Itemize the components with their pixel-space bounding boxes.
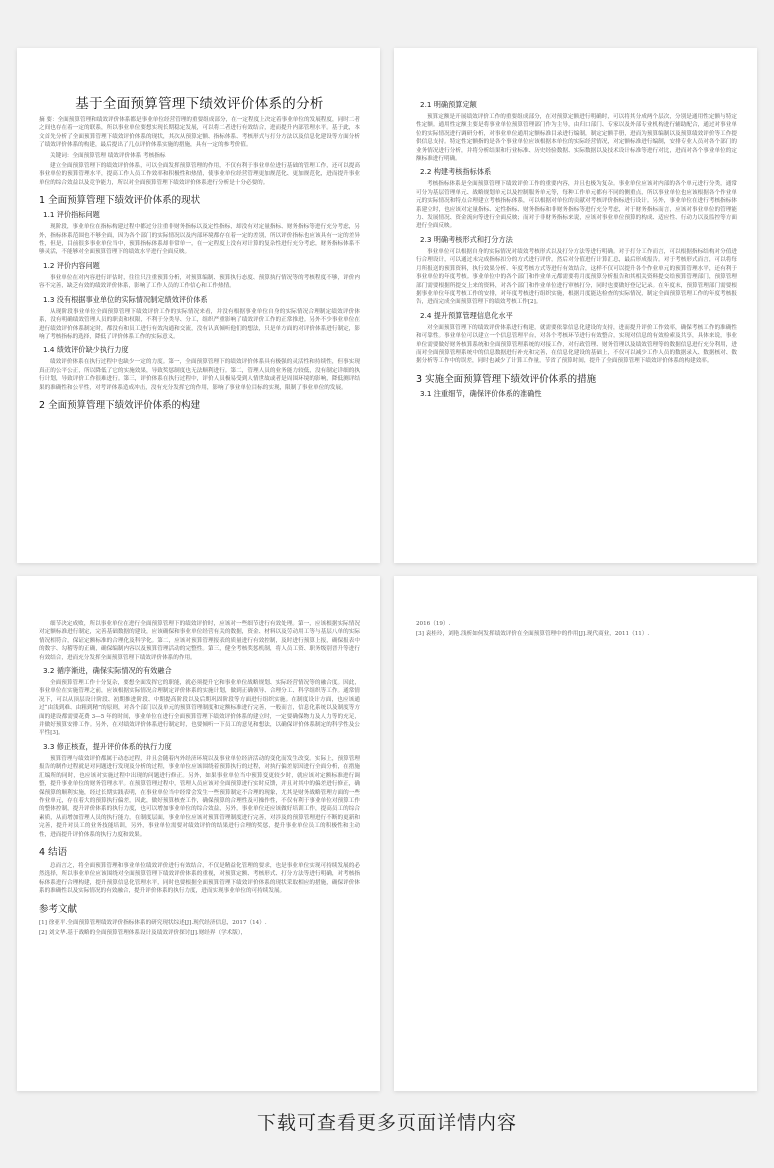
subsection-heading-3-1: 3.1 注重细节，确保评价体系的准确性 (420, 388, 542, 398)
subsection-heading-2-1: 2.1 明确预算定额 (420, 100, 477, 109)
reference-continuation: 2016（19）. (416, 621, 451, 627)
paragraph-1-2: 事业单位在对内容进行评估时，往往只注重预算分析，对预算编制、预算执行态度、预算执行情况等的考核程度不够，评价内容不完善，缺乏有效的绩效评价体系，影响了工作人员的工作信心和工作热情。 (39, 274, 360, 290)
paragraph-1-3: 从现阶段事业单位全面预算管理下绩效评价工作的实际情况来看，并没有根据事业单位自身的实际情况合理制定绩效评价体系，没有明确绩效管理人员的职责和权限，不利于分类导、分工，组织严重影响了绩效评价工作的正常推进。另外不少事业单位在进行绩效评价体系制定时，都没有和员工进行有效沟通和交流，没有认真倾听他们的想法，只是单方面的对评价体系进行制定，影响了考核指标的选择，降低了评价体系工作的实际意义。 (39, 308, 360, 340)
paragraph-3-1: 细节决定成败，所以事业单位在进行全面预算管理下的绩效评价时，应该对一些细节进行有效处理。第一，应该根据实际情况对定额标准进行制定，完善基础数据的建设，应该确保和事业单位经营有关的数据，资金、材料以及劳动用工等与基层八单的实际情况相符合，保证定额标准的合理化及科学化。第二，应该对预算管理报表的质量进行有效控制，及时进行预算上报，确保报表中的数字、勾稽等的正确，确保编制内容以及预算管理活动的完整性。第三，健全考核奖惩机制，将人员工资、职务级别晋升等进行有效结合，进而充分发挥全面预算管理下绩效评价体系的作用。 (39, 621, 360, 661)
page-2-content (416, 96, 737, 402)
section-heading-1: 1 全面预算管理下绩效评价体系的现状 (39, 195, 201, 207)
paragraph-1-4: 绩效评价体系在执行过程中也缺少一定的力度。第一，全面预算管理下的绩效评价体系具有极强的灵活性和持续性，但事实现真正的公平公正，所以降低了它的实施效果，导致奖惩制度也无法顺利进行。第二，管理人员的业务能力较低，没有制定详细的执行计划，导致评价工作很难进行。第三，评价体系在执行过程中，评价人员极易受到人情世故或者是周围环境的影响，降低测评结果的准确性和公平性，对考评体系造成冲击，没有充分发挥它的作用，影响了事业单位目标的实现，限制了事业单位的发展。 (39, 359, 360, 391)
paper-title: 基于全面预算管理下绩效评价体系的分析 (75, 96, 324, 112)
subsection-heading-1-3: 1.3 没有根据事业单位的实际情况制定绩效评价体系 (43, 294, 208, 304)
paragraph-2-4: 对全面预算管理下的绩效评价体系进行构建，就需要依靠信息化建设的支持，进而提升评价工作效率，确保考核工作的准确性和可靠性。事业单位可以建立一个信息管理平台，对各个考核环节进行有效整合，实现对信息的有效检索及共享，具体来说，事业单位需要做好财务核算系统和全面预算管理系统的对接工作，对行政管理、财务管理以及绩效管理等的数据信息进行充分利用，进而对全面预算管理系统中的信息数据进行补充和完善，在信息化建设的基础上，不仅可以减少工作人员的数据录入、数据核对、数据分析等工作中的误差，同时也减少了计算工作量，节省了预算时间，提升了全面预算管理下绩效评价体系的构建效率。 (416, 324, 737, 365)
paragraph-3-3: 预算管理与绩效评价都属于动态过程，并且会随着内外经济环境以及事业单位经济活动的变化而发生改变。实际上，预算管理报告的制作过程就是对问题进行发现及分析的过程，事业单位应该围绕着预算执行的过程，对执行偏差原因进行全面分析，在措施汇编所的同时，也应该对实施过程中出现的问题进行修正。另外，如果事业单位当中预算变更较少时，就应该对定额标准进行调整，提升事业单位的财务管理水平。在预算管理过程中，管理人员应该对全面预算进行实时反馈，并且对其中的偏差进行修正，确保预算的顺利实施，经过长期实践表明，在事业单位当中经常会发生一些预算制定不合理的现象，尤其是财务战略管理方面的一些作业单元，存在着大的预算执行偏差，因此，做好预算核查工作，确保预算的合理性及可操作性，不仅有利于事业单位对预算工作的整体控制，提升评价体系的执行力度，也可以增加事业单位的综合效益，另外，事业单位还应该做好培训工作，提高员工的综合素质，从而增加管理人员的执行能力，在制度层面，事业单位应该对预算管理制度进行完善，对涉及的预算管理进行不断的更新和完善，提升对员工的业务技能培训，另外，事业单位需要对绩效评价的结果进行合理的奖惩，提升事业单位员工的积极性和主动性，进而提升评价体系的执行力度和效果。 (39, 755, 360, 838)
subsection-heading-2-4: 2.4 提升预算管理信息化水平 (420, 310, 513, 320)
intro-paragraph: 建立全面预算管理下的绩效评价体系，可以全面发挥预算管理的作用，不仅有利于事业单位进行基础的管理工作，还可以提高事业单位的预算管理水平，提高工作人员工作效率和积极性和热情，使事业单位经营管理更加规范化、更加规范化，进而提升事业单位的综合效益以及竞争能力，所以对全面预算管理下绩效评价体系进行分析是十分必要的。 (39, 163, 360, 186)
page-1-content (39, 92, 360, 415)
abstract: 摘 要：全面预算管理和绩效评价体系都是事业单位经营管理的重要组成部分，在一定程度上决定着事业单位的发展程度，同时二者之间也存在着一定的联系，所以事业单位要想实现长期稳定发展，可以将二者进行有效结合，进而提升内部管理水平。基于此，本文首先分析了全面预算管理下绩效评价体系的现状，其次从预算定额、指标体系、考核形式与打分方法以及信息化建设等方面分析了绩效评价体系的构建，最后提出了几点评价体系实施的措施，具有一定的参考价值。 (39, 117, 360, 149)
reference-item: [1] 徐亚平.全面预算管理绩效评价指标体系的研究现状综述[J].现代经济信息，2017（14）. (39, 919, 267, 926)
subsection-heading-3-3: 3.3 修正核查，提升评价体系的执行力度 (43, 741, 172, 751)
download-more-link[interactable]: 下载可查看更多页面详情内容 (256, 1112, 517, 1134)
subsection-heading-1-2: 1.2 评价内容问题 (43, 260, 100, 270)
document-page-4 (394, 576, 757, 1091)
page-4-content (416, 620, 737, 641)
paragraph-3-2: 全面预算管理工作十分复杂，要想全面发挥它的职能，就必须提升它和事业单位战略规划、实际经营情况等的融合度。因此，事业单位在实施管理之前，应该根据实际情况合理制定评价体系的实施计划，做到正确领导、合理分工、科学组织等工作。通常情况下，可以从顶层设计阶段、初期推进阶段、中期提高阶段以及后期巩固阶段等方面进行组织实施。在制度设计方面，也应该通过“由浅到难、由粗到精”的原则，对各个部门以及单元的预算管理制度和定额标准进行完善，一般而言，信息化系统以及制度等方面的建设都需要花费 3—5 年的时间，事业单位在进行全面预算管理下绩效评价体系的建立时，一定要确保物力及人力等的充足，并做好预算安排工作。另外，在对绩效评价体系进行制定时，也要倾听一下员工的意见和想法，以确保评价体系制定的科学性及公平性[3]。 (39, 680, 360, 737)
section-heading-3: 3 实施全面预算管理下绩效评价体系的措施 (416, 373, 597, 385)
subsection-heading-1-4: 1.4 绩效评价缺少执行力度 (43, 345, 129, 355)
paragraph-1-1: 现阶段，事业单位在指标构建过程中都过分注重非财务指标以及定性指标，却没有对定量指标、财务指标等进行充分考虑，另外，指标体系范围也不够全面，因为各个部门的实际情况以及内部环境都存在着一定的差别，所以评价指标也应该具有一定的差异性，但是，目前很多事业单位当中，预算指标体系却非常单一，在一定程度上没有对计算的复杂性进行充分考虑，财务指标体系不够灵活，不能够对全面预算管理下的绩效水平进行全面反映。 (39, 224, 360, 256)
subsection-heading-1-1: 1.1 评价指标问题 (43, 210, 100, 220)
paragraph-2-1: 预算定额是开展绩效评价工作的重要组成部分，在对预算定额进行明确时，可以将其分成两个层次，分别是通用性定额与特定性定额。通用性定额主要是将事业单位预算管理部门作为主导，由归口部门、专家以及外部专业机构进行辅助配合，通过对事业单位的实际情况进行调研分析，对事业单位通用定额标准目录进行编制，制定定额手册，进而为预算编制以及预算绩效评价等工作提供信息支持。特定性定额指的是各个事业单位应该根据本单位的实际经营情况，对定额标准进行编制，安排专业人员对各个部门的业务情况进行分析，并将分析结果和行业标准、历史经验数据、实际数据以及技术设计标准等进行对比，进而对各个事业单位的定额标准进行明确。 (416, 114, 737, 163)
keywords: 关键词：全面预算管理 绩效评价体系 考核指标 (50, 152, 166, 159)
section-heading-4: 4 结语 (39, 846, 68, 858)
subsection-heading-2-2: 2.2 构建考核指标体系 (420, 167, 492, 177)
reference-item: [3] 袁桂玲，刘艳.浅析如何发挥绩效评价在全面预算管理中的作用[J].现代商业，2011（11）. (416, 631, 650, 638)
references-heading: 参考文献 (39, 903, 78, 915)
document-page-2 (394, 48, 757, 563)
section-heading-2: 2 全面预算管理下绩效评价体系的构建 (39, 399, 201, 411)
paragraph-2-3: 事业单位可以根据自身的实际情况对绩效考核形式以及打分方法等进行明确。对于打分工作而言，可以根据指标结构对分值进行合理设计，可以通过未完成指标扣分的方式进行评价，然后对分值进行计算汇总，最后形成报告。对于考核形式而言，可以将每月所报送的预算资料，执行效果分析、年度考核方式等进行有效结合，这样不仅可以提升各个作业单元的预算管理水平，还有利于事业单位的年度考核。事业单位中的各个部门和作业单元都需要将月度预算分析报告和其相关资料提交给预算管理部门，预算管理部门需要根据所提交上来的资料，对各个部门和作业单位进行审核打分，同时也要做好登记记录。在年度末，预算管理部门需要根据事业单位年度考核工作的安排，对年度考核进行组织实施，根据月度能达检查的实际情况，制定全面预算管理工作的年度考核报告，进而完成全面预算管理下的绩效考核工作[2]。 (416, 248, 737, 306)
paragraph-2-2: 考核指标体系是全面预算管理下绩效评价工作的重要内容，并且也极为复杂。事业单位应该对内部的各个单元进行分类，通常可分为基层管理单元、战略规划单元以及控制服务单元等，每种工作单元都有不同的侧重点，所以事业单位也应该根据各个作业单元的实际情况和特点合理建立考核指标体系，可以根据对单位的贡献对考核评价指标进行设计。另外，事业单位在进行考核指标体系建立时，也应该对定量指标、定性指标、财务指标和非财务指标等进行充分考虑，对于财务指标而言，应该对事业单位的管理能力、发展情况、资金流向等进行全面反映；而对于非财务指标来说，应该对事业单位预算的构成、适应性、行动力以及监控等方面进行全面反映。 (416, 181, 737, 230)
reference-item: [2] 刘文华.基于战略的全面预算管理体系设计及绩效评价探讨[J].财经界（学术版）， (39, 929, 247, 936)
conclusion-paragraph: 总而言之，将全面预算管理和事业单位绩效评价进行有效结合，不仅是精益化管理的要求，也是事业单位实现可持续发展的必然选择，所以事业单位应该围绕对全面预算管理下绩效评价体系的重视，对预算定额、考核形式、打分方法等进行明确，对考核指标体系进行合理构建，提升预算信息化管理水平，同时也要根据全面预算管理下绩效评价体系的现状采取相应的措施，确保评价体系的准确性以及实际情况的有效融合，提升评价体系的执行力度，进而实现事业单位的可持续发展。 (39, 862, 360, 895)
document-page-3 (17, 576, 380, 1091)
document-page-1 (17, 48, 380, 563)
page-3-content (39, 620, 360, 939)
subsection-heading-2-3: 2.3 明确考核形式和打分方法 (420, 234, 513, 244)
subsection-heading-3-2: 3.2 循序渐进，确保实际情况的有效融合 (43, 666, 172, 676)
